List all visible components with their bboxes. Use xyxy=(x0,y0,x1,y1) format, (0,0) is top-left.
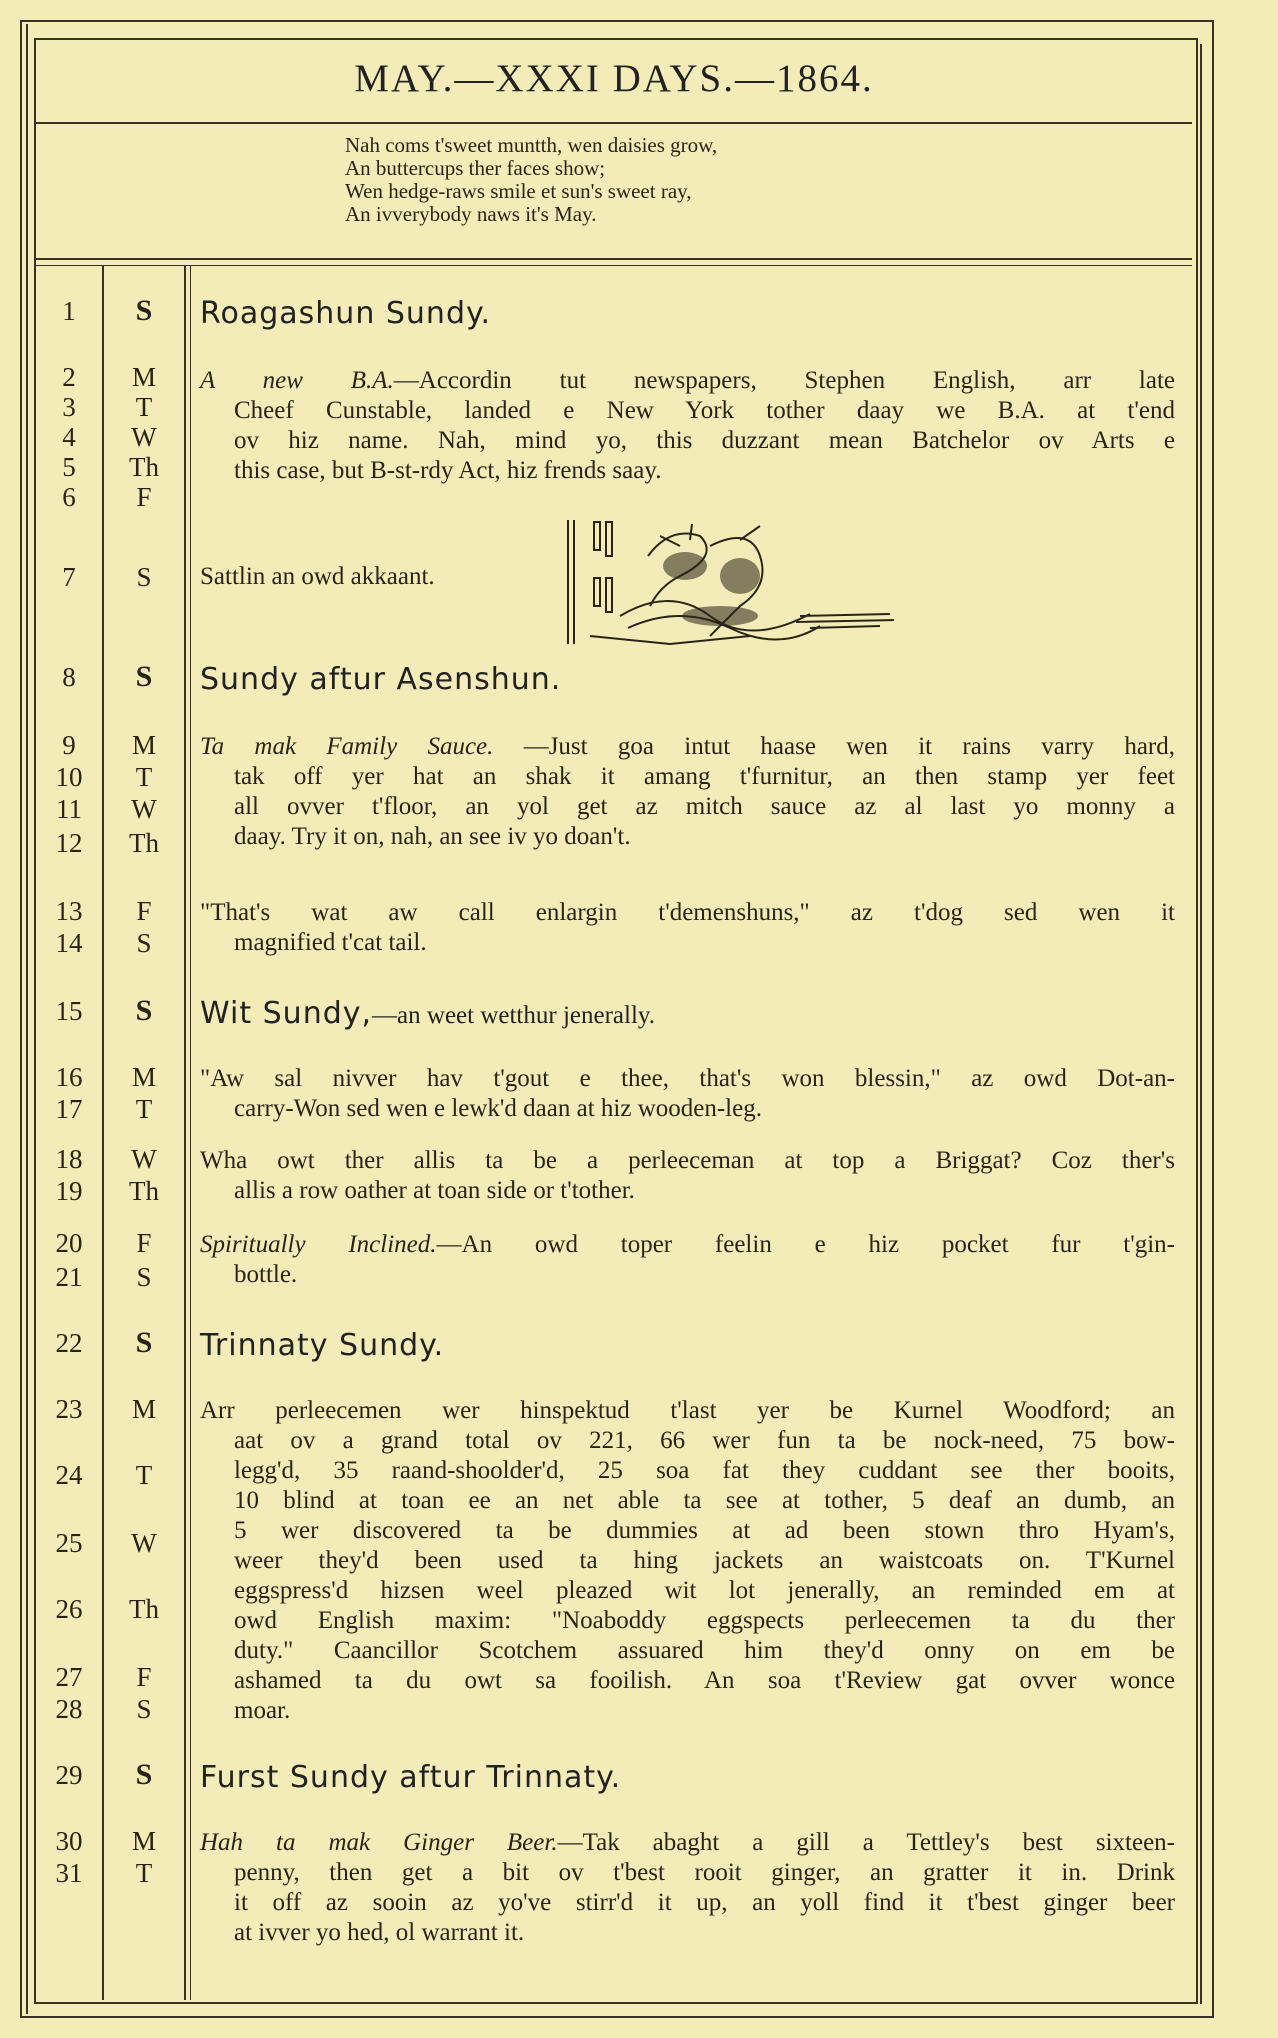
weekday: S xyxy=(136,1262,152,1292)
paragraph-perleeceman xyxy=(200,1146,1175,1206)
paragraph-line: legg'd, 35 raand-shoolder'd, 25 soa fat they cuddant see ther booits, xyxy=(234,1457,1175,1484)
weekday: T xyxy=(135,1094,153,1124)
day-number: 20 xyxy=(55,1228,83,1258)
paragraph-line: magnified t'cat tail. xyxy=(234,929,427,956)
verse-rule-thin xyxy=(36,265,1192,266)
paragraph-line: daay. Try it on, nah, an see iv yo doan't. xyxy=(234,823,631,850)
illustration-caption: Sattlin an owd akkaant. xyxy=(200,563,435,590)
page-edge-right xyxy=(1200,44,1202,2004)
paragraph-line: —Tak abaght a gill a Tettley's best sixteen- xyxy=(557,1829,1175,1856)
day-number: 23 xyxy=(55,1394,83,1424)
weekday: W xyxy=(131,1144,157,1174)
day-number: 18 xyxy=(55,1144,83,1174)
title-rule xyxy=(36,122,1192,124)
weekday: W xyxy=(131,422,157,452)
paragraph-line: moar. xyxy=(234,1697,291,1724)
day-number: 8 xyxy=(62,662,76,692)
paragraph-demenshuns xyxy=(200,898,1175,958)
day-number: 15 xyxy=(55,996,83,1026)
day-number: 5 xyxy=(62,452,76,482)
sunday-heading-text: Wit Sundy, xyxy=(200,996,373,1031)
verse-line: An ivverybody naws it's May. xyxy=(345,202,597,226)
verse-line: Nah coms t'sweet muntth, wen daisies grow, xyxy=(345,133,718,157)
paragraph-line: 5 wer discovered ta be dummies at ad been stown thro Hyam's, xyxy=(234,1517,1175,1544)
weekday: W xyxy=(131,794,157,824)
weekday: F xyxy=(136,482,152,512)
weekday: M xyxy=(131,1826,156,1856)
day-number: 26 xyxy=(55,1594,83,1624)
paragraph-line: 10 blind at toan ee an net able ta see at tother, 5 deaf an dumb, an xyxy=(234,1487,1175,1514)
paragraph-lead: A new B.A. xyxy=(200,367,394,394)
day-number: 29 xyxy=(55,1760,83,1790)
paragraph-line: penny, then get a bit ov t'best rooit ginger, an gratter it in. Drink xyxy=(234,1859,1175,1886)
weekday: F xyxy=(136,1228,152,1258)
paragraph-line: this case, but B-st-rdy Act, hiz frends saay. xyxy=(234,457,662,484)
paragraph-line: Arr perleecemen wer hinspektud t'last yer be Kurnel Woodford; an xyxy=(200,1397,1175,1424)
verse-line: Wen hedge-raws smile et sun's sweet ray, xyxy=(345,179,692,203)
paragraph-line: allis a row oather at toan side or t'tother. xyxy=(234,1177,635,1204)
paragraph-line: —Just goa intut haase wen it rains varry hard, xyxy=(493,733,1175,760)
paragraph-line: at ivver yo hed, ol warrant it. xyxy=(234,1919,525,1946)
weekday: T xyxy=(135,762,153,792)
weekday: Th xyxy=(129,1594,159,1624)
day-number: 27 xyxy=(55,1662,83,1692)
column-rule-weekdays xyxy=(184,266,186,2000)
column-rule-days xyxy=(102,266,104,2000)
paragraph-spiritually xyxy=(200,1230,1175,1290)
paragraph-line: Wha owt ther allis ta be a perleeceman at top a Briggat? Coz ther's xyxy=(200,1147,1175,1174)
sunday-heading: Furst Sundy aftur Trinnaty. xyxy=(200,1760,622,1795)
weekday: M xyxy=(131,1394,156,1424)
weekday: F xyxy=(136,896,152,926)
paragraph-line: eggspress'd hizsen weel pleazed wit lot jenerally, an reminded em at xyxy=(234,1577,1175,1604)
paragraph-line: "That's wat aw call enlargin t'demenshuns," az t'dog sed wen it xyxy=(200,899,1175,926)
paragraph-review xyxy=(200,1396,1175,1726)
day-number: 16 xyxy=(55,1062,83,1092)
paragraph-line: all ovver t'floor, an yol get az mitch sauce az al last yo monny a xyxy=(234,793,1175,820)
paragraph-line: duty." Caancillor Scotchem assuared him they'd onny on em be xyxy=(234,1637,1175,1664)
weekday: Th xyxy=(129,452,159,482)
day-number: 31 xyxy=(55,1858,83,1888)
paragraph-family-sauce xyxy=(200,732,1175,852)
sunday-heading: Roagashun Sundy. xyxy=(200,296,491,331)
verse-rule xyxy=(36,258,1192,260)
paragraph-lead: Spiritually Inclined. xyxy=(200,1231,437,1258)
day-number: 11 xyxy=(56,794,82,824)
weekday: S xyxy=(136,1694,152,1724)
day-number: 4 xyxy=(62,422,76,452)
day-number: 30 xyxy=(55,1826,83,1856)
sunday-heading: Sundy aftur Asenshun. xyxy=(200,662,562,697)
paragraph-line: bottle. xyxy=(234,1261,298,1288)
day-number: 25 xyxy=(55,1528,83,1558)
sunday-heading xyxy=(200,996,655,1031)
day-number: 7 xyxy=(62,562,76,592)
weekday: T xyxy=(135,1460,153,1490)
paragraph-line: Cheef Cunstable, landed e New York tother daay we B.A. at t'end xyxy=(234,397,1175,424)
day-number: 3 xyxy=(62,392,76,422)
paragraph-line: it off az sooin az yo've stirr'd it up, an yoll find it t'best ginger beer xyxy=(234,1889,1175,1916)
day-number: 14 xyxy=(55,928,83,958)
paragraph-gout xyxy=(200,1064,1175,1124)
day-number: 10 xyxy=(55,762,83,792)
paragraph-lead: Ta mak Family Sauce. xyxy=(200,733,494,760)
page-title: MAY.—XXXI DAYS.—1864. xyxy=(354,57,874,100)
day-number: 24 xyxy=(55,1460,83,1490)
weekday: Th xyxy=(129,1176,159,1206)
paragraph-new-ba xyxy=(200,366,1175,486)
weekday: S xyxy=(136,562,152,592)
paragraph-line: "Aw sal nivver hav t'gout e thee, that's won blessin," az owd Dot-an- xyxy=(200,1065,1175,1092)
day-number: 17 xyxy=(55,1094,83,1124)
paragraph-lead: Hah ta mak Ginger Beer. xyxy=(200,1829,558,1856)
day-number: 28 xyxy=(55,1694,83,1724)
day-number: 21 xyxy=(55,1262,83,1292)
weekday: M xyxy=(131,730,156,760)
day-number: 2 xyxy=(62,362,76,392)
day-number: 9 xyxy=(62,730,76,760)
verse-line: An buttercups ther faces show; xyxy=(345,156,606,180)
day-number: 22 xyxy=(55,1328,83,1358)
paragraph-line: aat ov a grand total ov 221, 66 wer fun ta be nock-need, 75 bow- xyxy=(234,1427,1175,1454)
weekday: T xyxy=(135,1858,153,1888)
weekday: M xyxy=(131,362,156,392)
paragraph-line: —Accordin tut newspapers, Stephen English, arr late xyxy=(393,367,1175,394)
paragraph-line: tak off yer hat an shak it amang t'furnitur, an then stamp yer feet xyxy=(234,763,1175,790)
day-number: 13 xyxy=(55,896,83,926)
day-number: 12 xyxy=(55,828,83,858)
sunday-heading-tail: —an weet wetthur jenerally. xyxy=(372,1002,656,1029)
weekday: Th xyxy=(129,828,159,858)
sunday-mark: S xyxy=(135,1326,153,1359)
paragraph-line: owd English maxim: "Noaboddy eggspects perleecemen ta du ther xyxy=(234,1607,1175,1634)
verse xyxy=(345,134,965,226)
sunday-mark: S xyxy=(135,994,153,1027)
paragraph-line: weer they'd been used ta hing jackets an waistcoats on. T'Kurnel xyxy=(234,1547,1175,1574)
illustration-engraving xyxy=(560,516,900,648)
paragraph-ginger-beer xyxy=(200,1828,1175,1948)
paragraph-line: ashamed ta du owt sa fooilish. An soa t'Review gat ovver wonce xyxy=(234,1667,1175,1694)
weekday: F xyxy=(136,1662,152,1692)
day-number: 19 xyxy=(55,1176,83,1206)
sunday-mark: S xyxy=(135,660,153,693)
weekday: T xyxy=(135,392,153,422)
day-number: 1 xyxy=(62,296,76,326)
sunday-heading: Trinnaty Sundy. xyxy=(200,1328,445,1363)
day-number: 6 xyxy=(62,482,76,512)
sunday-mark: S xyxy=(135,294,153,327)
paragraph-line: carry-Won sed wen e lewk'd daan at hiz wooden-leg. xyxy=(234,1095,762,1122)
paragraph-line: —An owd toper feelin e hiz pocket fur t'gin- xyxy=(436,1231,1175,1258)
sunday-mark: S xyxy=(135,1758,153,1791)
paragraph-line: ov hiz name. Nah, mind yo, this duzzant mean Batchelor ov Arts e xyxy=(234,427,1175,454)
column-rule-weekdays-thin xyxy=(190,266,191,2000)
weekday: M xyxy=(131,1062,156,1092)
weekday: S xyxy=(136,928,152,958)
weekday: W xyxy=(131,1528,157,1558)
